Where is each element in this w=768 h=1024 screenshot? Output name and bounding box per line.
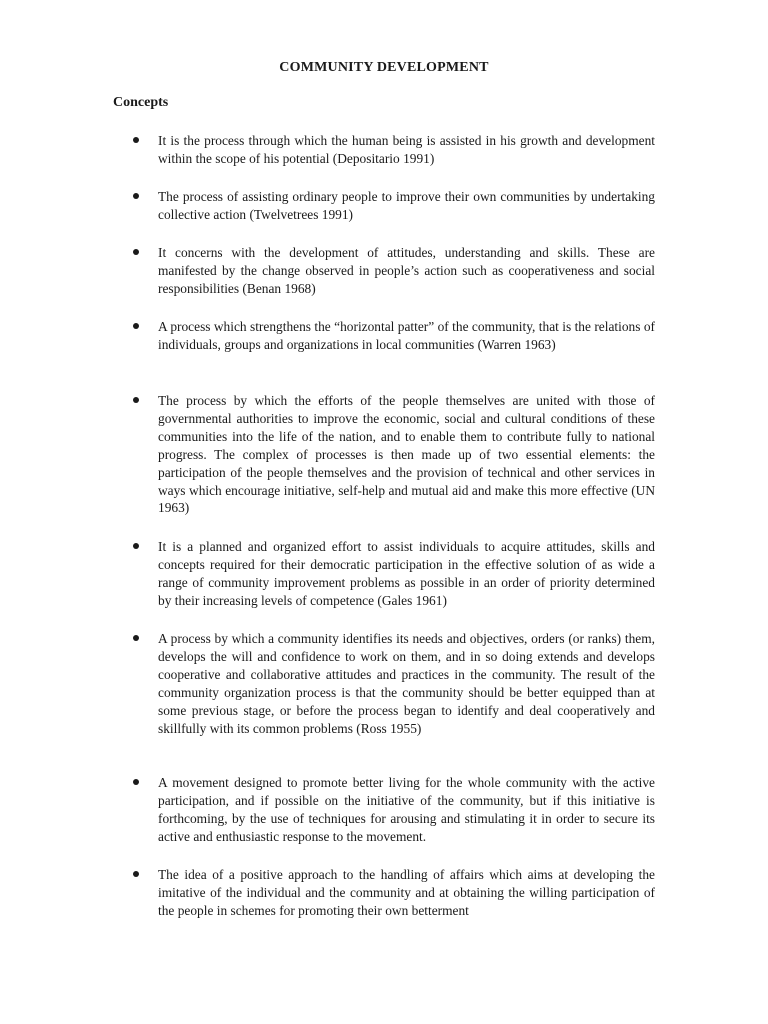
list-item-text: The process by which the efforts of the people themselves are united with those of governmental authorities to improve the economic, social and cultural conditions of these communities into the life of the nation, and to enable them to contribute fully to national progress. The complex of processes is then made up of two essential elements: the participation of the people themselves and the provision of technical and other services in ways which encourage initiative, self-help and mutual aid and make this more effective (UN 1963)	[158, 393, 655, 516]
bullet-icon	[133, 397, 139, 403]
list-item-text: A process by which a community identifies its needs and objectives, orders (or ranks) them, develops the will and confidence to work on them, and in so doing extends and develops cooperative and collaborative attitudes and practices in the community. The result of the community organization process is that the community should be better equipped than at some previous stage, or before the process began to identify and deal cooperatively and skillfully with its common problems (Ross 1955)	[158, 631, 655, 736]
bullet-icon	[133, 249, 139, 255]
document-title: COMMUNITY DEVELOPMENT	[279, 60, 489, 75]
list-item-text: The process of assisting ordinary people to improve their own communities by undertaking collective action (Twelvetrees 1991)	[158, 189, 655, 222]
list-item-text: A movement designed to promote better living for the whole community with the active participation, and if possible on the initiative of the community, but if this initiative is forthcoming, by the use of techniques for arousing and stimulating it in order to secure its active and enthusiastic response to the movement.	[158, 775, 655, 844]
list-item-text: It concerns with the development of attitudes, understanding and skills. These are manifested by the change observed in people’s action such as cooperativeness and social responsibilities (Benan 1968)	[158, 245, 655, 296]
bullet-icon	[133, 323, 139, 329]
bullet-icon	[133, 871, 139, 877]
bullet-icon	[133, 635, 139, 641]
bullet-icon	[133, 193, 139, 199]
list-item-text: It is the process through which the human being is assisted in his growth and development within the scope of his potential (Depositario 1991)	[158, 133, 655, 166]
section-heading-concepts: Concepts	[113, 95, 169, 110]
list-item-text: A process which strengthens the “horizontal patter” of the community, that is the relations of individuals, groups and organizations in local communities (Warren 1963)	[158, 319, 655, 352]
bullet-icon	[133, 543, 139, 549]
bullet-icon	[133, 779, 139, 785]
bullet-icon	[133, 137, 139, 143]
list-item-text: It is a planned and organized effort to assist individuals to acquire attitudes, skills and concepts required for their democratic participation in the effective solution of as wide a range of community improvement problems as possible in an order of priority determined by their increasing levels of competence (Gales 1961)	[158, 539, 655, 608]
list-item-text: The idea of a positive approach to the handling of affairs which aims at developing the imitative of the individual and the community and at obtaining the willing participation of the people in schemes for promoting their own betterment	[158, 867, 655, 918]
